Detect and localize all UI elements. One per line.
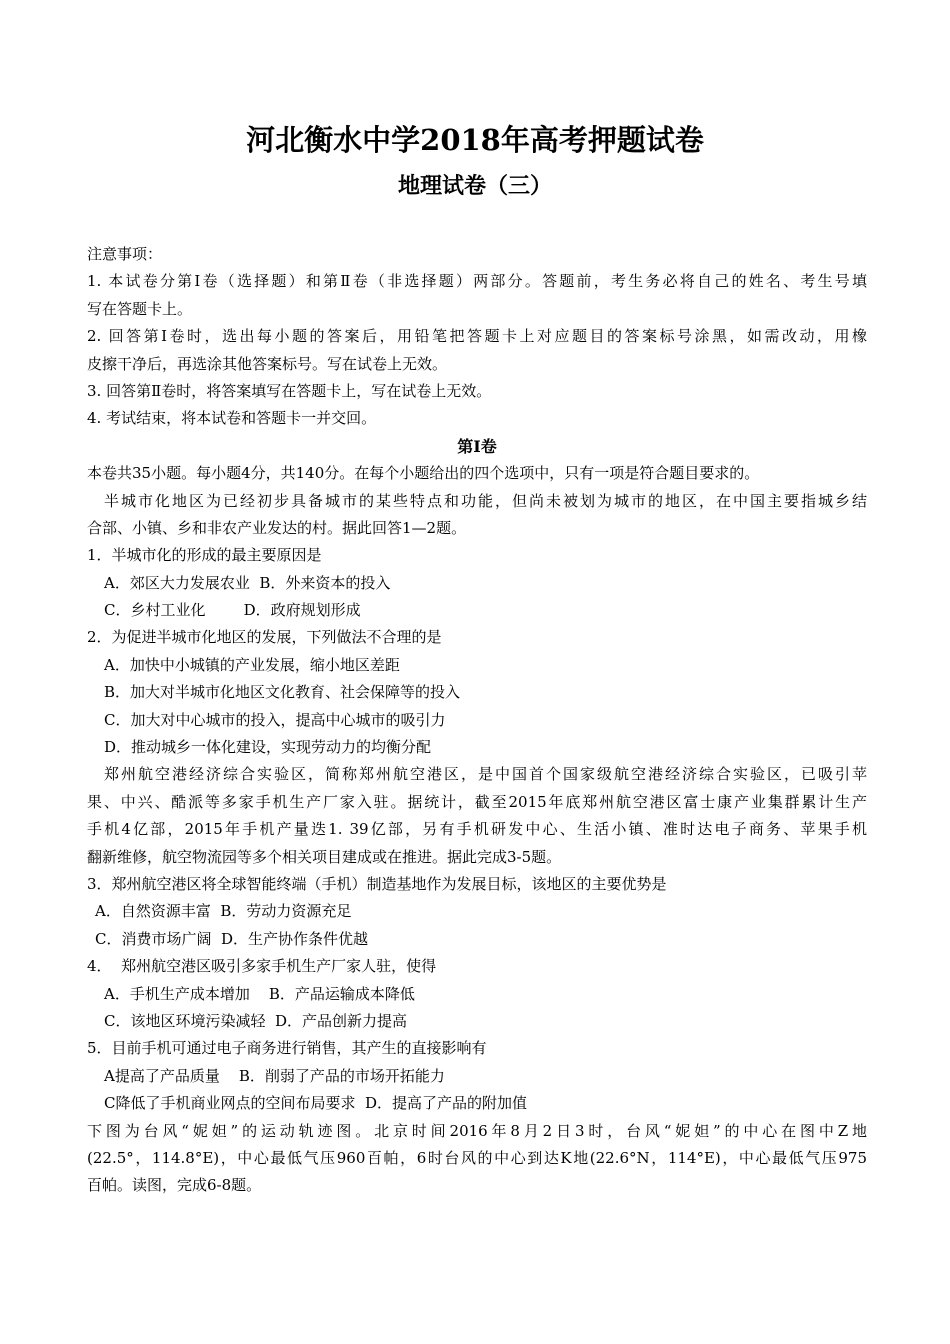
question-5-options-row-1: A提高了产品质量 B．削弱了产品的市场开拓能力 (104, 1066, 445, 1085)
question-2-option-d: D．推动城乡一体化建设，实现劳动力的均衡分配 (104, 738, 432, 757)
question-1-stem: 1．半城市化的形成的最主要原因是 (87, 546, 322, 565)
passage-2-line-1: 郑州航空港经济综合实验区，简称郑州航空港区，是中国首个国家级航空港经济综合实验区，已吸引苹 (104, 765, 867, 784)
exam-content (87, 241, 867, 1200)
question-3-stem: 3．郑州航空港区将全球智能终端（手机）制造基地作为发展目标，该地区的主要优势是 (87, 874, 667, 893)
notice-item-1-line-1: 1. 本试卷分第Ⅰ卷（选择题）和第Ⅱ卷（非选择题）两部分。答题前，考生务必将自己的姓名、考生号填 (87, 272, 867, 291)
notice-item-4: 4. 考试结束，将本试卷和答题卡一并交回。 (87, 409, 377, 428)
question-3-options-row-2: C．消费市场广阔 D．生产协作条件优越 (95, 929, 369, 948)
question-4-options-row-2: C．该地区环境污染减轻 D．产品创新力提高 (104, 1011, 408, 1030)
passage-3-line-1: 下图为台风“妮妲”的运动轨迹图。北京时间2016年8月2日3时，台风“妮妲”的中心在图中Z地 (87, 1121, 867, 1140)
question-1-options-row-2: C．乡村工业化 D．政府规划形成 (104, 601, 361, 620)
question-3-options-row-1: A．自然资源丰富 B．劳动力资源充足 (95, 902, 352, 921)
question-2-option-c: C．加大对中心城市的投入，提高中心城市的吸引力 (104, 710, 446, 729)
page-title: 河北衡水中学2018年高考押题试卷 (246, 123, 704, 157)
question-2-option-b: B．加大对半城市化地区文化教育、社会保障等的投入 (104, 683, 461, 702)
notice-item-1-line-2: 写在答题卡上。 (87, 299, 193, 318)
question-4-options-row-1: A．手机生产成本增加 B．产品运输成本降低 (104, 984, 415, 1003)
passage-2-line-4: 翻新维修，航空物流园等多个相关项目建成或在推进。据此完成3-5题。 (87, 847, 562, 866)
question-5-stem: 5．目前手机可通过电子商务进行销售，其产生的直接影响有 (87, 1039, 487, 1058)
notice-heading: 注意事项： (87, 245, 163, 263)
question-2-option-a: A．加快中小城镇的产业发展，缩小地区差距 (104, 655, 400, 674)
passage-1-line-2: 合部、小镇、乡和非农产业发达的村。据此回答1—2题。 (87, 518, 467, 537)
notice-item-3: 3. 回答第Ⅱ卷时，将答案填写在答题卡上，写在试卷上无效。 (87, 381, 492, 400)
question-4-stem: 4． 郑州航空港区吸引多家手机生产厂家人驻，使得 (87, 957, 437, 976)
notice-item-2-line-1: 2. 回答第Ⅰ卷时，选出每小题的答案后，用铅笔把答题卡上对应题目的答案标号涂黑，如需改动，用橡 (87, 327, 867, 346)
page-subtitle: 地理试卷（三） (397, 173, 552, 199)
notice-item-2-line-2: 皮擦干净后，再选涂其他答案标号。写在试卷上无效。 (87, 354, 448, 373)
section-title: 第Ⅰ卷 (457, 436, 497, 456)
passage-1-line-1: 半城市化地区为已经初步具备城市的某些特点和功能，但尚未被划为城市的地区，在中国主要指城乡结 (104, 491, 867, 510)
passage-3-line-3: 百帕。读图，完成6-8题。 (87, 1176, 262, 1195)
question-5-options-row-2: C降低了手机商业网点的空间布局要求 D．提高了产品的附加值 (104, 1094, 528, 1113)
passage-2-line-3: 手机4亿部，2015年手机产量迭1. 39亿部，另有手机研发中心、生活小镇、准时达电子商务、苹果手机 (87, 820, 867, 839)
passage-2-line-2: 果、中兴、酷派等多家手机生产厂家入驻。据统计，截至2015年底郑州航空港区富士康产业集群累计生产 (87, 792, 867, 811)
passage-3-line-2: (22.5°，114.8°E)，中心最低气压960百帕，6时台风的中心到达K地(22.6°N，114°E)，中心最低气压975 (87, 1148, 867, 1167)
question-1-options-row-1: A．郊区大力发展农业 B．外来资本的投入 (104, 573, 391, 592)
section-intro: 本卷共35小题。每小题4分，共140分。在每个小题给出的四个选项中，只有一项是符合题目要求的。 (87, 464, 760, 483)
question-2-stem: 2．为促进半城市化地区的发展，下列做法不合理的是 (87, 628, 442, 647)
